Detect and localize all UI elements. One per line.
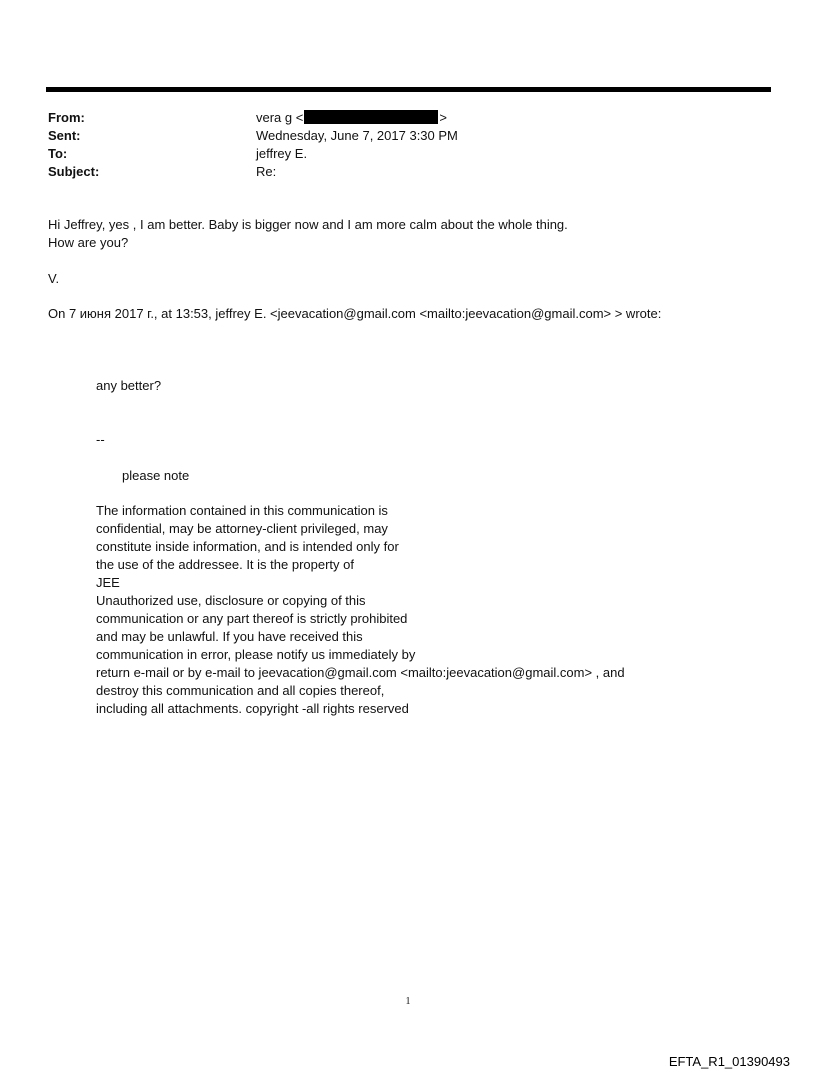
signature: V. (48, 271, 60, 286)
sent-row (48, 126, 748, 144)
to-row (48, 144, 748, 162)
disclaimer-line: including all attachments. copyright -all rights reserved (96, 701, 409, 716)
sent-label: Sent: (48, 127, 81, 143)
redaction-box (304, 110, 438, 124)
from-label: From: (48, 109, 85, 125)
page-number: 1 (405, 996, 411, 1007)
disclaimer-line: communication or any part thereof is strictly prohibited (96, 611, 408, 626)
email-header (48, 108, 748, 180)
please-note: please note (122, 468, 190, 483)
disclaimer-line: the use of the addressee. It is the property of (96, 557, 354, 572)
disclaimer-line: JEE (96, 575, 120, 590)
header-divider (46, 87, 771, 92)
disclaimer-line: confidential, may be attorney-client privileged, may (96, 521, 388, 536)
message-body (48, 216, 568, 252)
disclaimer-line: return e-mail or by e-mail to jeevacation@gmail.com <mailto:jeevacation@gmail.com> , and (96, 665, 625, 680)
signature-separator: -- (96, 432, 105, 447)
from-row (48, 108, 748, 126)
body-line: How are you? (48, 235, 129, 250)
disclaimer-line: and may be unlawful. If you have received this (96, 629, 363, 644)
quote-header: On 7 июня 2017 г., at 13:53, jeffrey E. <jeevacation@gmail.com <mailto:jeevacation@gmail.com> > wrote: (48, 306, 662, 321)
disclaimer-line: communication in error, please notify us immediately by (96, 647, 416, 662)
from-bracket-close: > (439, 109, 447, 125)
subject-label: Subject: (48, 163, 100, 179)
body-line: Hi Jeffrey, yes , I am better. Baby is bigger now and I am more calm about the whole thing. (48, 217, 568, 232)
from-value (256, 110, 447, 125)
subject-value: Re: (256, 163, 277, 179)
to-value: jeffrey E. (256, 145, 308, 161)
subject-row (48, 162, 748, 180)
disclaimer-line: Unauthorized use, disclosure or copying of this (96, 593, 366, 608)
disclaimer-line: The information contained in this communication is (96, 503, 388, 518)
sent-value: Wednesday, June 7, 2017 3:30 PM (256, 127, 458, 143)
to-label: To: (48, 145, 68, 161)
disclaimer (96, 502, 625, 718)
quoted-message: any better? (96, 378, 162, 393)
disclaimer-line: destroy this communication and all copies thereof, (96, 683, 385, 698)
from-name: vera g < (256, 109, 304, 125)
disclaimer-line: constitute inside information, and is intended only for (96, 539, 399, 554)
bates-number: EFTA_R1_01390493 (668, 1054, 790, 1069)
